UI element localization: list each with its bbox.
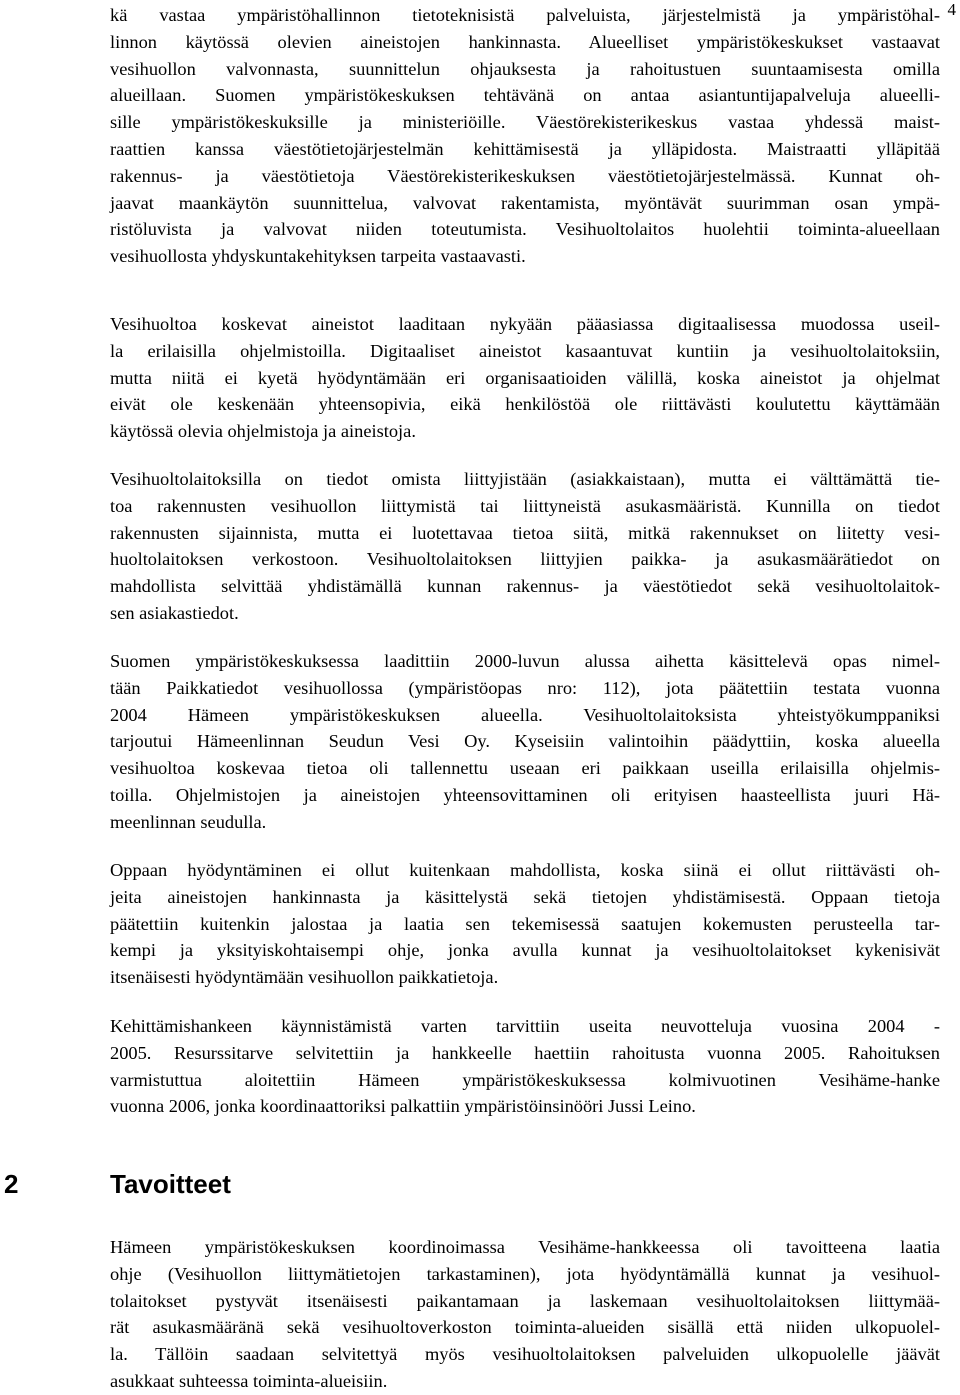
text-line: Vesihuoltoa koskevat aineistot laaditaan nykyään pääasiassa digitaalisessa muodossa useil-: [110, 314, 940, 334]
text-line: sille ympäristökeskuksille ja ministeriöille. Väestörekisterikeskus vastaa yhdessä maist-: [110, 112, 940, 133]
text-line: toilla. Ohjelmistojen ja aineistojen yhteensovittaminen oli erityisen haasteellista juuri Hä-: [110, 784, 940, 805]
paragraph-3: [110, 466, 940, 627]
text-line: huoltolaitoksen verkostoon. Vesihuoltolaitoksen liittyjien paikka- ja asukasmäärätiedot on: [110, 549, 940, 570]
paragraph-1: [110, 2, 940, 270]
text-line: tään Paikkatiedot vesihuollossa (ympäristöopas nro: 112), jota päätettiin testata vuonna: [110, 677, 940, 698]
text-line: Kehittämishankeen käynnistämistä varten tarvittiin useita neuvotteluja vuosina 2004 -: [110, 1016, 940, 1036]
paragraph-2: [110, 311, 940, 445]
section-number: 2: [4, 1169, 19, 1199]
text-line: meenlinnan seudulla.: [110, 811, 267, 832]
text-line: jaavat maankäytön suunnittelua, valvovat rakentamista, myöntävät suurimman osan ympä-: [110, 192, 940, 213]
text-line: kä vastaa ympäristöhallinnon tietoteknisistä palveluista, järjestelmistä ja ympäristöhal-: [110, 5, 940, 25]
paragraph-5: [110, 857, 940, 991]
text-line: itsenäisesti hyödyntämään vesihuollon paikkatietoja.: [110, 967, 499, 988]
text-line: la. Tällöin saadaan selvitettyä myös vesihuoltolaitoksen palveluiden ulkopuolelle jäävät: [110, 1344, 940, 1365]
text-line: Hämeen ympäristökeskuksen koordinoimassa Vesihäme-hankkeessa oli tavoitteena laatia: [110, 1237, 940, 1257]
paragraph-4: [110, 648, 940, 836]
text-line: raattien kanssa väestötietojärjestelmän kehittämisestä ja ylläpidosta. Maistraatti ylläpitää: [110, 138, 940, 159]
text-line: vuonna 2006, jonka koordinaattoriksi palkattiin ympäristöinsinööri Jussi Leino.: [110, 1096, 696, 1117]
text-line: käytössä olevia ohjelmistoja ja aineistoja.: [110, 421, 416, 442]
text-line: linnon käytössä olevien aineistojen hankinnasta. Alueelliset ympäristökeskukset vastaavat: [110, 31, 940, 52]
text-line: asukkaat suhteessa toiminta-alueisiin.: [110, 1370, 388, 1391]
text-line: sen asiakastiedot.: [110, 602, 239, 623]
text-line: ristöluvista ja valvovat niiden toteutumista. Vesihuoltolaitos huolehtii toiminta-alueellaan: [110, 219, 940, 240]
text-line: tolaitokset pystyvät itsenäisesti paikantamaan ja laskemaan vesihuoltolaitoksen liittymää-: [110, 1290, 940, 1311]
text-line: Oppaan hyödyntäminen ei ollut kuitenkaan mahdollista, koska siinä ei ollut riittävästi oh-: [110, 860, 940, 880]
text-line: alueillaan. Suomen ympäristökeskuksen tehtävänä on antaa asiantuntijapalveluja alueelli-: [110, 85, 940, 106]
text-line: vesihuoltoa koskevaa tietoa oli tallennettu useaan eri paikkaan useilla erilaisilla ohjelmis-: [110, 758, 940, 779]
text-line: rät asukasmääränä sekä vesihuoltoverkoston toiminta-alueiden sisällä että niiden ulkopuolel-: [110, 1317, 940, 1338]
text-line: tarjoutui Hämeenlinnan Seudun Vesi Oy. Kyseisiin valintoihin päädyttiin, koska alueella: [110, 731, 940, 752]
text-line: eivät ole keskenään yhteensopivia, eikä henkilöstöä ole riittävästi koulutettu käyttämään: [110, 394, 940, 415]
text-line: kempi ja yksityiskohtaisempi ohje, jonka avulla kunnat ja vesihuoltolaitokset kykenisivät: [110, 940, 940, 961]
text-line: toa rakennusten vesihuollon liittymistä tai liittyneistä asukasmääristä. Kunnilla on tiedot: [110, 495, 940, 516]
text-line: vesihuollosta yhdyskuntakehityksen tarpeita vastaavasti.: [110, 246, 526, 267]
text-line: vesihuollon valvonnasta, suunnittelun ohjauksesta ja rahoitustuen suuntaamisesta omilla: [110, 58, 940, 79]
text-line: 2005. Resurssitarve selvitettiin ja hankkeelle haettiin rahoitusta vuonna 2005. Rahoituksen: [110, 1042, 940, 1063]
text-line: 2004 Hämeen ympäristökeskuksen alueella. Vesihuoltolaitoksista yhteistyökumppaniksi: [110, 704, 940, 725]
paragraph-6: [110, 1013, 940, 1120]
text-line: ohje (Vesihuollon liittymätietojen tarkastaminen), jota hyödyntämällä kunnat ja vesihuol-: [110, 1263, 940, 1284]
text-line: päätettiin kuitenkin jalostaa ja laatia sen tekemisessä saatujen kokemusten perusteella tar-: [110, 913, 940, 934]
text-line: jeita aineistojen hankinnasta ja käsittelystä sekä tietojen yhdistämisestä. Oppaan tietoja: [110, 886, 940, 907]
text-line: Vesihuoltolaitoksilla on tiedot omista liittyjistään (asiakkaistaan), mutta ei välttämättä tie-: [110, 469, 940, 489]
paragraph-7: [110, 1234, 940, 1395]
text-line: varmistuttua aloitettiin Hämeen ympäristökeskuksessa kolmivuotinen Vesihäme-hanke: [110, 1069, 940, 1090]
section-title: Tavoitteet: [110, 1169, 231, 1199]
page-number: 4: [947, 0, 956, 19]
text-line: la erilaisilla ohjelmistoilla. Digitaaliset aineistot kasaantuvat kuntiin ja vesihuoltolaitoksiin,: [110, 340, 940, 361]
text-line: mahdollista selvittää yhdistämällä kunnan rakennus- ja väestötiedot sekä vesihuoltolaitok-: [110, 576, 940, 597]
text-line: rakennusten sijainnista, mutta ei luotettavaa tietoa siitä, mitkä rakennukset on liitetty vesi-: [110, 522, 940, 543]
text-line: rakennus- ja väestötietoja Väestörekisterikeskuksen väestötietojärjestelmässä. Kunnat oh-: [110, 165, 940, 186]
text-line: Suomen ympäristökeskuksessa laadittiin 2000-luvun alussa aihetta käsittelevä opas nimel-: [110, 651, 940, 671]
text-line: mutta niitä ei kyetä hyödyntämään eri organisaatioiden välillä, koska aineistot ja ohjelmat: [110, 367, 940, 388]
